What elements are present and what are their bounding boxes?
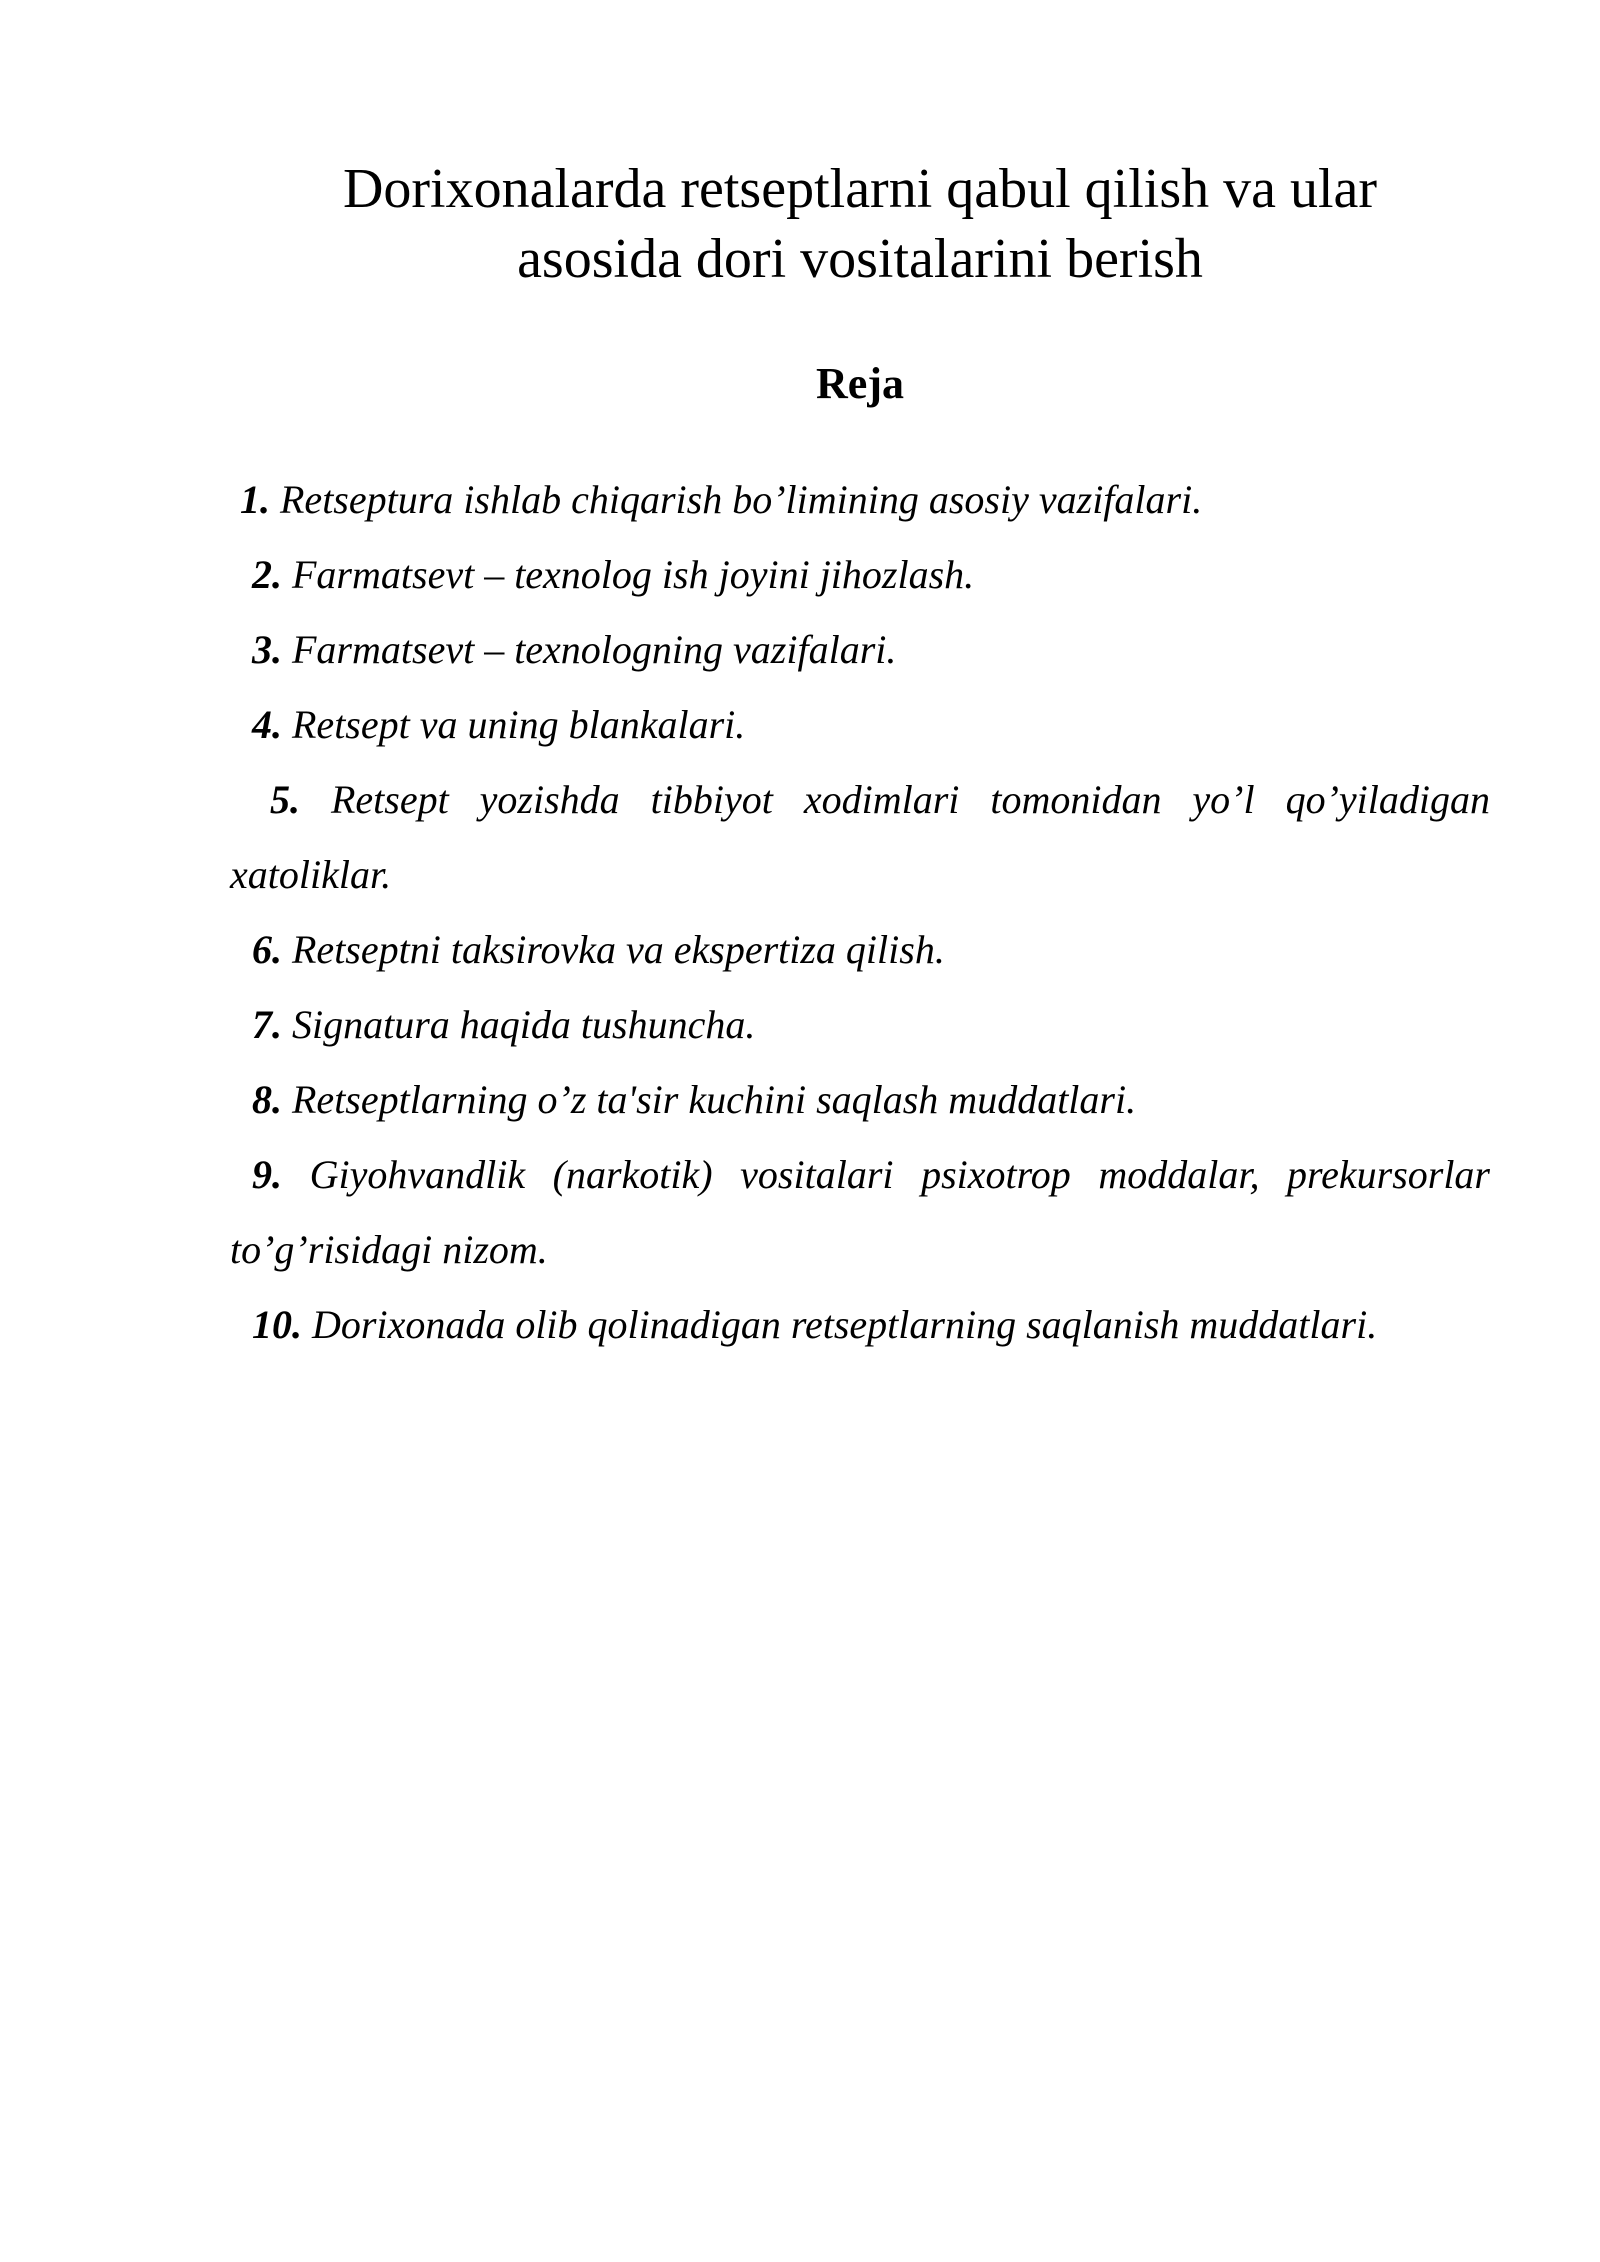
document-title-line-2: asosida dori vositalarini berish bbox=[517, 228, 1203, 290]
plan-item-number: 9. bbox=[252, 1152, 282, 1197]
plan-item-text: Retsept va uning blankalari. bbox=[282, 702, 746, 747]
plan-item-number: 3. bbox=[252, 627, 282, 672]
plan-item-number: 4. bbox=[252, 702, 282, 747]
plan-item-text: Retseptlarning o’z ta'sir kuchini saqlash muddatlari. bbox=[282, 1077, 1137, 1122]
plan-item-text: Retsept yozishda tibbiyot xodimlari tomonidan yo’l qo’yiladigan xatoliklar. bbox=[230, 777, 1490, 897]
plan-item-text: Dorixonada olib qolinadigan retseptlarning saqlanish muddatlari. bbox=[302, 1302, 1378, 1347]
plan-item-8 bbox=[230, 1062, 1490, 1137]
plan-item-9 bbox=[230, 1137, 1490, 1287]
plan-item-2 bbox=[230, 537, 1490, 612]
plan-item-text: Giyohvandlik (narkotik) vositalari psixotrop moddalar, prekursorlar to’g’risidagi nizom. bbox=[230, 1152, 1490, 1272]
plan-item-number: 1. bbox=[240, 477, 270, 522]
plan-list bbox=[230, 462, 1490, 1362]
plan-item-number: 5. bbox=[270, 777, 300, 822]
plan-item-6 bbox=[230, 912, 1490, 987]
plan-item-7 bbox=[230, 987, 1490, 1062]
plan-item-number: 2. bbox=[252, 552, 282, 597]
document-title-line-1: Dorixonalarda retseptlarni qabul qilish va ular bbox=[342, 158, 1378, 220]
plan-item-1 bbox=[230, 462, 1490, 537]
plan-item-number: 6. bbox=[252, 927, 282, 972]
plan-item-number: 10. bbox=[252, 1302, 302, 1347]
plan-item-5 bbox=[230, 762, 1490, 912]
plan-item-text: Retseptura ishlab chiqarish bo’limining asosiy vazifalari. bbox=[270, 477, 1203, 522]
document-title bbox=[230, 154, 1490, 294]
plan-item-number: 8. bbox=[252, 1077, 282, 1122]
plan-item-4 bbox=[230, 687, 1490, 762]
plan-item-3 bbox=[230, 612, 1490, 687]
plan-item-text: Retseptni taksirovka va ekspertiza qilish. bbox=[282, 927, 945, 972]
plan-item-text: Signatura haqida tushuncha. bbox=[282, 1002, 756, 1047]
plan-heading: Reja bbox=[816, 359, 904, 408]
plan-item-10 bbox=[230, 1287, 1490, 1362]
plan-item-text: Farmatsevt – texnolog ish joyini jihozlash. bbox=[282, 552, 975, 597]
plan-item-number: 7. bbox=[252, 1002, 282, 1047]
plan-item-text: Farmatsevt – texnologning vazifalari. bbox=[282, 627, 897, 672]
